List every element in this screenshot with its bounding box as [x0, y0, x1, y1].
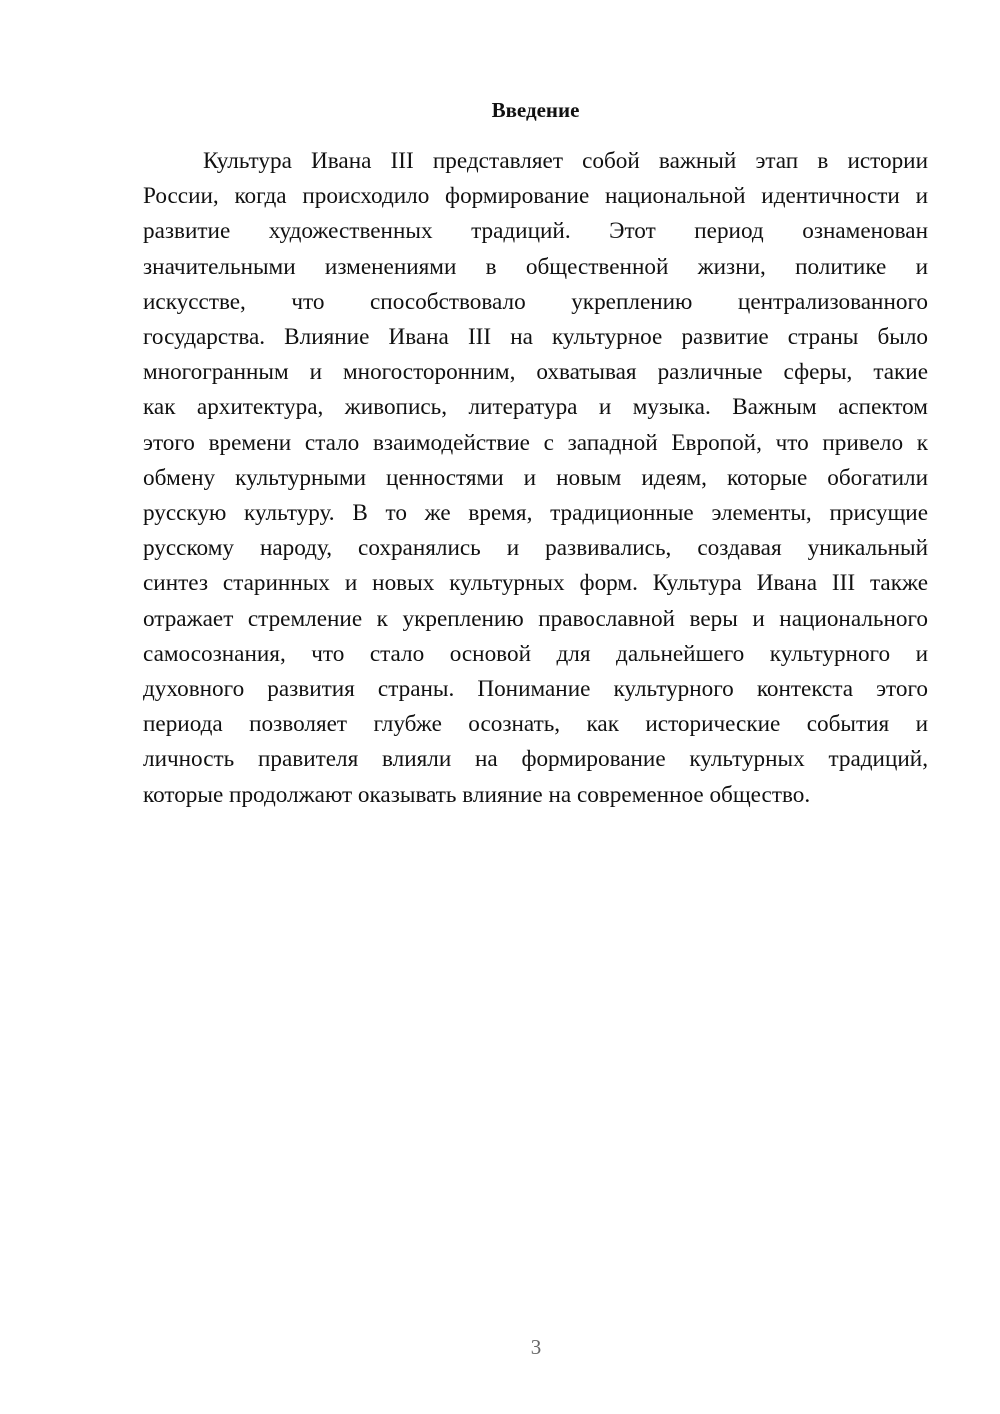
- paragraph-line: личность правителя влияли на формирование культурных традиций,: [143, 746, 928, 773]
- paragraph-line: отражает стремление к укреплению православной веры и национального: [143, 605, 928, 632]
- paragraph-line: России, когда происходило формирование национальной идентичности и: [143, 183, 928, 210]
- paragraph-line: многогранным и многосторонним, охватывая различные сферы, такие: [143, 359, 928, 386]
- paragraph-line: значительными изменениями в общественной жизни, политике и: [143, 253, 928, 280]
- paragraph-line: периода позволяет глубже осознать, как исторические события и: [143, 711, 928, 738]
- paragraph-line: Культура Ивана III представляет собой важный этап в истории: [203, 148, 928, 174]
- paragraph-line: которые продолжают оказывать влияние на современное общество.: [143, 781, 811, 808]
- paragraph-line: синтез старинных и новых культурных форм. Культура Ивана III также: [143, 570, 928, 597]
- page-number: 3: [530, 1335, 542, 1359]
- introduction-paragraph: [143, 144, 928, 813]
- paragraph-line: русскую культуру. В то же время, традиционные элементы, присущие: [143, 500, 928, 527]
- paragraph-line: обмену культурными ценностями и новым идеям, которые обогатили: [143, 464, 928, 491]
- paragraph-line: русскому народу, сохранялись и развивались, создавая уникальный: [143, 535, 928, 562]
- paragraph-line: искусстве, что способствовало укреплению централизованного: [143, 288, 928, 315]
- paragraph-line: этого времени стало взаимодействие с западной Европой, что привело к: [143, 429, 928, 456]
- page-heading: Введение: [491, 98, 580, 122]
- paragraph-line: государства. Влияние Ивана III на культурное развитие страны было: [143, 324, 928, 351]
- paragraph-line: самосознания, что стало основой для дальнейшего культурного и: [143, 640, 928, 667]
- paragraph-line: развитие художественных традиций. Этот период ознаменован: [143, 218, 928, 245]
- paragraph-line: духовного развития страны. Понимание культурного контекста этого: [143, 676, 928, 703]
- paragraph-line: как архитектура, живопись, литература и музыка. Важным аспектом: [143, 394, 928, 421]
